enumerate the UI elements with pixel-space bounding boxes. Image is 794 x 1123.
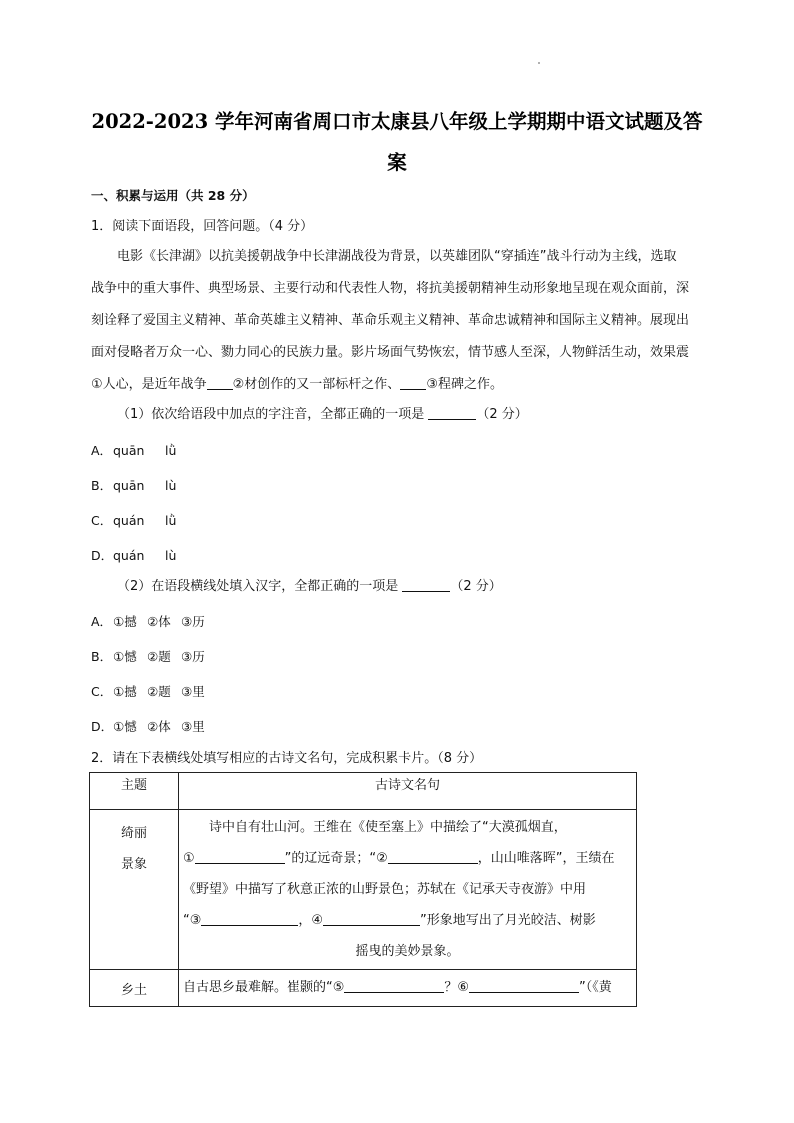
passage-fragment: ③程碑之作。 <box>426 377 503 392</box>
cell-line <box>183 843 632 874</box>
cell-line <box>183 972 632 1004</box>
table-row <box>90 810 637 970</box>
table-cell-lines <box>179 970 637 1007</box>
answer-blank[interactable] <box>195 849 285 864</box>
option-key: B． <box>91 649 113 664</box>
cell-fragment: ，④ <box>298 913 324 928</box>
cell-fragment: 自古思乡最难解。崔颢的“⑤ <box>183 980 345 995</box>
poem-card-table <box>89 772 637 1007</box>
section-heading: 一、积累与运用（共 28 分） <box>91 188 255 203</box>
option-a <box>91 441 176 459</box>
answer-blank <box>402 577 450 592</box>
theme-text: 景象 <box>120 857 147 872</box>
table-cell-theme <box>90 810 179 970</box>
option-pinyin-2: lù <box>165 478 177 493</box>
option-char-2: ②题 <box>147 649 171 664</box>
cell-line: 《野望》中描写了秋意正浓的山野景色；苏轼在《记承天寺夜游》中用 <box>183 882 587 897</box>
blank-line <box>207 375 233 390</box>
option-d <box>91 546 176 564</box>
option-char-2: ②题 <box>147 684 171 699</box>
passage-fragment: ①人心，是近年战争 <box>91 377 207 392</box>
question-2-stem: 2．请在下表横线处填写相应的古诗文名句，完成积累卡片。（8 分） <box>91 751 483 766</box>
option-char-1: ①憾 <box>113 649 137 664</box>
question-1-stem: 1．阅读下面语段，回答问题。（4 分） <box>91 219 314 234</box>
table-header-row <box>90 773 637 810</box>
cell-fragment: ”形象地写出了月光皎洁、树影 <box>420 913 596 928</box>
option-pinyin-2: lǜ <box>165 443 177 458</box>
page-mark <box>538 62 540 64</box>
answer-blank[interactable] <box>469 978 579 993</box>
cell-line: 摇曳的美妙景象。 <box>355 944 460 959</box>
passage-line: 电影《长津湖》以抗美援朝战争中长津湖战役为背景，以英雄团队“穿插连”战斗行动为主线，选取 <box>117 249 677 264</box>
answer-blank <box>428 405 476 420</box>
cell-fragment: ？⑥ <box>444 980 470 995</box>
passage-line: 面对侵略者万众一心、勠力同心的民族力量。影片场面气势恢宏，情节感人至深，人物鲜活生动，效果震 <box>91 345 690 360</box>
option-key: B． <box>91 478 113 493</box>
exam-title-line1: 2022-2023 学年河南省周口市太康县八年级上学期期中语文试题及答 <box>91 110 703 133</box>
option-b <box>91 647 205 665</box>
option-c <box>91 682 205 700</box>
option-b <box>91 476 176 494</box>
answer-blank[interactable] <box>323 911 420 926</box>
blank-line <box>400 375 426 390</box>
sub-question-1-score: （2 分） <box>476 407 528 422</box>
answer-blank[interactable] <box>388 849 478 864</box>
passage-line: 战争中的重大事件、典型场景、主要行动和代表性人物，将抗美援朝精神生动形象地呈现在观众面前，深 <box>91 281 690 296</box>
cell-fragment: ”的辽远奇景；“② <box>284 851 388 866</box>
table-row <box>90 970 637 1007</box>
option-c <box>91 511 176 529</box>
cell-fragment: “③ <box>183 913 202 928</box>
option-char-1: ①撼 <box>113 684 137 699</box>
answer-blank[interactable] <box>344 978 444 993</box>
answer-blank[interactable] <box>201 911 298 926</box>
option-key: A． <box>91 614 113 629</box>
sub-question-1 <box>117 405 528 425</box>
table-header-theme: 主题 <box>90 773 179 810</box>
option-pinyin-1: quān <box>113 478 145 493</box>
sub-question-2-score: （2 分） <box>450 579 502 594</box>
exam-title-line2: 案 <box>387 151 407 174</box>
sub-question-1-stem: （1）依次给语段中加点的字注音，全都正确的一项是 <box>117 407 429 422</box>
option-key: A． <box>91 443 113 458</box>
option-d <box>91 717 205 735</box>
option-pinyin-1: quán <box>113 548 145 563</box>
option-pinyin-1: quán <box>113 513 145 528</box>
table-cell-lines <box>179 810 637 970</box>
option-a <box>91 612 205 630</box>
option-pinyin-2: lǜ <box>165 513 177 528</box>
option-pinyin-2: lù <box>165 548 177 563</box>
option-char-3: ③历 <box>181 649 205 664</box>
cell-line: 诗中自有壮山河。王维在《使至塞上》中描绘了“大漠孤烟直， <box>209 820 567 835</box>
passage-line: 刻诠释了爱国主义精神、革命英雄主义精神、革命乐观主义精神、革命忠诚精神和国际主义精神。展现出 <box>91 313 690 328</box>
option-char-3: ③里 <box>181 719 205 734</box>
option-char-1: ①撼 <box>113 614 137 629</box>
option-key: D． <box>91 548 114 563</box>
sub-question-2-stem: （2）在语段横线处填入汉字，全都正确的一项是 <box>117 579 403 594</box>
question-1-passage <box>91 241 723 401</box>
table-cell-theme: 乡土 <box>90 970 179 1007</box>
cell-line <box>183 905 632 936</box>
option-key: C． <box>91 513 113 528</box>
cell-fragment: ，山山唯落晖”，王绩在 <box>477 851 615 866</box>
option-char-3: ③里 <box>181 684 205 699</box>
option-key: D． <box>91 719 114 734</box>
cell-fragment: ”（《黄 <box>579 980 612 995</box>
passage-fragment: ②材创作的又一部标杆之作、 <box>232 377 401 392</box>
option-char-2: ②体 <box>147 719 171 734</box>
table-header-lines: 古诗文名句 <box>179 773 637 810</box>
theme-text: 绮丽 <box>120 826 147 841</box>
cell-fragment: ① <box>183 851 195 866</box>
sub-question-2 <box>117 577 502 597</box>
option-pinyin-1: quān <box>113 443 145 458</box>
passage-line-last <box>91 369 723 401</box>
option-key: C． <box>91 684 113 699</box>
option-char-1: ①憾 <box>113 719 137 734</box>
option-char-2: ②体 <box>147 614 171 629</box>
option-char-3: ③历 <box>181 614 205 629</box>
